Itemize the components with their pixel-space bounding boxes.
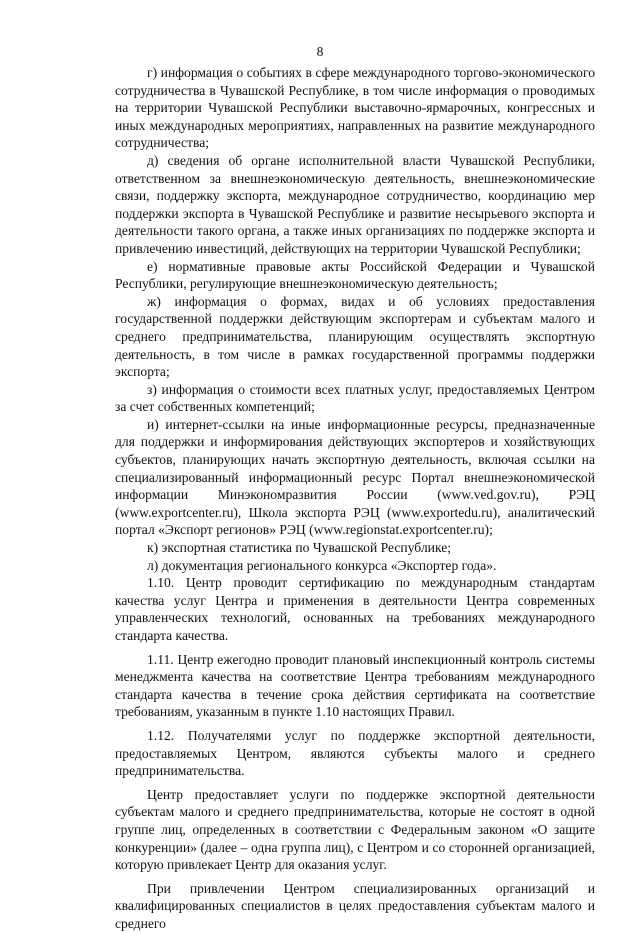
page-number: 8 [316, 44, 324, 59]
paragraph-specialized-organizations: При привлечении Центром специализированных организаций и квалифицированных специалистов в целях предоставления субъектам малого и среднего [115, 880, 595, 931]
paragraph-z-paid-services: з) информация о стоимости всех платных услуг, предоставляемых Центром за счет собственных компетенций; [115, 381, 595, 415]
paragraph-1-12-recipients: 1.12. Получателями услуг по поддержке экспортной деятельности, предоставляемых Центром, являются субъекты малого и среднего предпринимательства. [115, 727, 595, 779]
paragraph-i-internet-links: и) интернет-ссылки на иные информационные ресурсы, предназначенные для поддержки и информирования действующих экспортеров и хозяйствующих субъектов, планирующих начать экспортную деятельность, включая ссылки на специализированный информационный ресурс Портал внешнеэкономической информации Минэкономразвития России (www.ved.gov.ru), РЭЦ (www.exportcenter.ru), Школа экспорта РЭЦ (www.exportedu.ru), аналитический портал «Экспорт регионов» РЭЦ (www.regionstat.exportcenter.ru); [115, 416, 595, 538]
paragraph-1-11-inspection: 1.11. Центр ежегодно проводит плановый инспекционный контроль системы менеджмента качества на соответствие Центра требованиям международного стандарта качества в течение срока действия сертификата на соответствие требованиям, указанным в пункте 1.10 настоящих Правил. [115, 651, 595, 720]
paragraph-l-competition-docs: л) документация регионального конкурса «Экспортер года». [147, 557, 497, 573]
paragraph-1-10-certification: 1.10. Центр проводит сертификацию по международным стандартам качества услуг Центра и применения в деятельности Центра современных управленческих технологий, основанных на требованиях международного стандарта качества. [115, 575, 595, 643]
paragraph-d-executive-body: д) сведения об органе исполнительной власти Чувашской Республики, ответственном за внешнеэкономическую деятельность, внешнеэкономические связи, поддержку экспорта, международное сотрудничество, координацию мер поддержки экспорта в Чувашской Республике и развитие несырьевого экспорта и деятельности такого органа, а также иных организациях по поддержке экспорта и привлечению инвестиций, действующих на территории Чувашской Республики; [115, 152, 595, 256]
paragraph-center-services: Центр предоставляет услуги по поддержке экспортной деятельности субъектам малого и среднего предпринимательства, которые не состоят в одной группе лиц, определенных в соответствии с Федеральным законом «О защите конкуренции» (далее – одна группа лиц), с Центром и со сторонней организацией, которую привлекает Центр для оказания услуг. [115, 786, 595, 873]
document-body [115, 64, 595, 933]
paragraph-zh-state-support: ж) информация о формах, видах и об условиях предоставления государственной поддержки действующим экспортерам и субъектам малого и среднего предпринимательства, планирующим осуществлять экспортную деятельность, в том числе в рамках государственной программы поддержки экспорта; [115, 293, 595, 380]
paragraph-g-international-events: г) информация о событиях в сфере международного торгово-экономического сотрудничества в Чувашской Республике, в том числе информация о проводимых на территории Чувашской Республики выставочно-ярмарочных, конгрессных и иных международных мероприятиях, направленных на развитие международного сотрудничества; [115, 65, 595, 151]
paragraph-k-export-statistics: к) экспортная статистика по Чувашской Республике; [147, 540, 452, 556]
paragraph-e-legal-acts: е) нормативные правовые акты Российской Федерации и Чувашской Республики, регулирующие внешнеэкономическую деятельность; [115, 258, 595, 292]
